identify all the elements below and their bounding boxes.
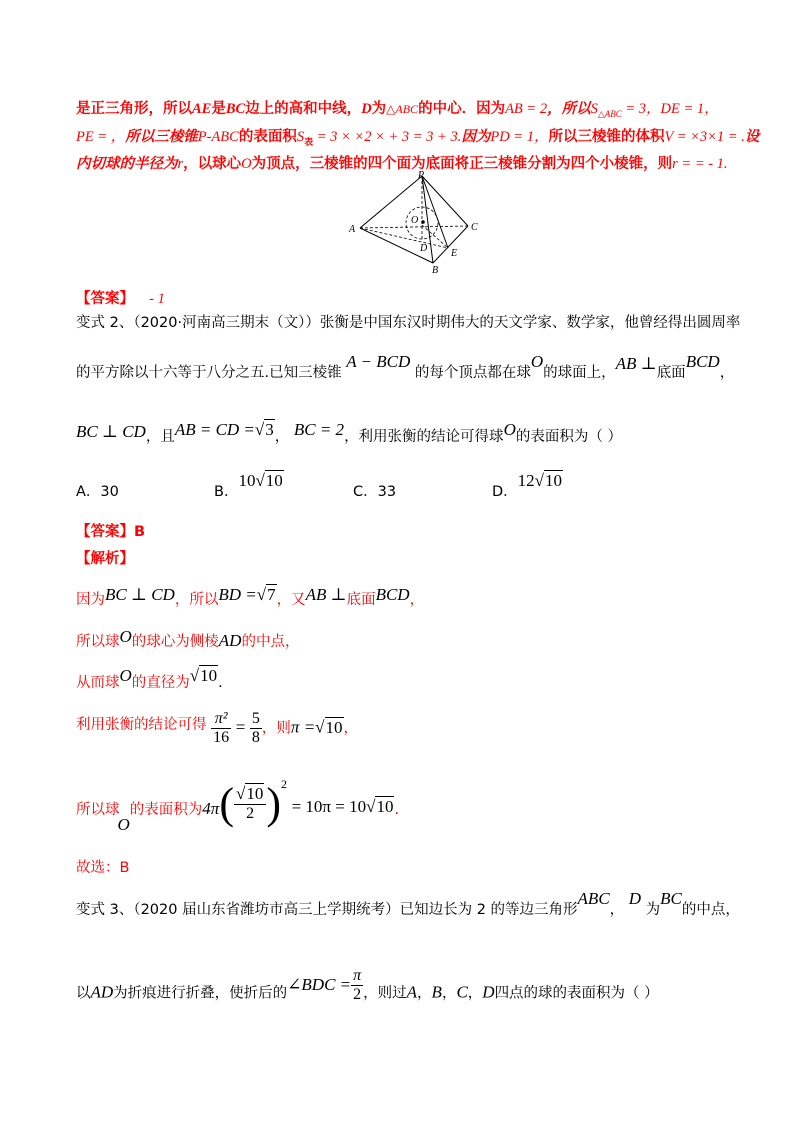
left-paren: ( — [219, 779, 234, 828]
math: O — [241, 156, 252, 172]
option-a[interactable] — [76, 480, 119, 501]
text: 为折痕进行折叠，使折后的 — [113, 985, 288, 1002]
text: 变式 3、（2020 届山东省潍坊市高三上学期统考）已知边长为 2 的等边三角形 — [76, 902, 578, 918]
variant3-line-2 — [76, 967, 659, 1012]
coefficient: 10 — [238, 471, 256, 490]
text: ，以球心 — [183, 156, 242, 172]
math: A − BCD — [346, 352, 411, 371]
text: 的中点， — [681, 902, 740, 918]
radicand: 10 — [246, 784, 264, 803]
math: PE = ， — [76, 129, 126, 145]
text: 底面 — [656, 365, 686, 381]
math: = 10π = 10 — [291, 797, 367, 816]
text: ， — [409, 592, 425, 608]
text: 的表面积为（ ） — [515, 429, 622, 445]
text: 因为 — [461, 129, 491, 145]
math: BCD — [685, 352, 720, 371]
radicand: 10 — [265, 471, 283, 490]
option-b[interactable] — [214, 471, 284, 501]
option-c[interactable] — [353, 480, 396, 501]
math: PD = 1， — [490, 129, 549, 145]
sqrt: √10 — [255, 471, 283, 490]
math: AD — [218, 631, 242, 650]
sqrt: √10 — [235, 784, 264, 803]
math: BD = — [218, 585, 257, 604]
text: 以 — [76, 985, 91, 1002]
solution-line-2 — [76, 125, 759, 148]
answer-1 — [76, 287, 165, 308]
text: ， — [609, 902, 625, 918]
text: ， — [467, 985, 483, 1002]
text: 为 — [371, 101, 387, 117]
math: r = = - 1. — [672, 156, 728, 172]
math: 4π — [202, 799, 220, 818]
option-label: D． — [492, 484, 518, 500]
variant2-line-2 — [76, 352, 735, 382]
text: 所以球 — [76, 634, 120, 650]
subscript: 表 — [304, 137, 314, 148]
label-E: E — [451, 248, 458, 259]
label-C: C — [471, 222, 478, 233]
denominator: 2 — [353, 986, 362, 1003]
math: O — [530, 352, 544, 371]
text: 为顶点，三棱锥的四个面为底面将正三棱锥分割为四个小棱锥，则 — [251, 156, 673, 172]
subscript: △ABC — [597, 108, 622, 119]
sqrt: √7 — [256, 585, 276, 604]
text: 是 — [211, 101, 226, 117]
denominator: 8 — [251, 729, 260, 746]
radicand: 10 — [376, 797, 394, 816]
text: ，所以 — [174, 592, 219, 608]
label-O: O — [411, 215, 419, 226]
text: 的每个顶点都在球 — [414, 365, 531, 381]
math: P-ABC — [197, 129, 239, 145]
math: B — [431, 982, 442, 1002]
math: AD — [90, 982, 114, 1002]
sqrt: √10 — [534, 471, 563, 490]
math: AB ⊥ — [615, 354, 657, 373]
option-label: B． — [214, 484, 239, 500]
option-label: A．30 — [76, 484, 119, 500]
sqrt: √10 — [189, 666, 218, 685]
text: ，则过 — [363, 985, 407, 1002]
math: D — [628, 889, 642, 908]
math: = 3， — [621, 101, 661, 117]
text: ，又 — [276, 592, 306, 608]
math: D — [361, 101, 372, 117]
choose-line: 故选：B — [76, 860, 130, 876]
radicand: 7 — [267, 585, 276, 604]
text: ， — [417, 985, 432, 1002]
math: BC — [225, 101, 246, 117]
text: 所以球 — [76, 802, 120, 818]
text: . — [394, 802, 400, 818]
math: AB = CD = — [174, 420, 255, 439]
text: 的中点， — [241, 634, 300, 650]
math: = 3 × ×2 × + 3 = 3 + 3. — [313, 129, 462, 145]
text: 所以三棱锥 — [125, 129, 198, 145]
math: AB = 2 — [505, 101, 548, 117]
text: . — [218, 675, 223, 691]
math: O — [119, 627, 132, 646]
text: ， — [343, 720, 359, 737]
radicand: 10 — [545, 471, 563, 490]
math: DE = 1， — [660, 101, 719, 117]
text: 内切球的半径为 — [76, 156, 178, 172]
math: AB ⊥ — [305, 585, 347, 604]
text: 是正三角形，所以 — [76, 101, 192, 117]
numerator: 5 — [251, 710, 260, 727]
fraction-sqrt10-2 — [234, 785, 266, 823]
math: A — [406, 982, 418, 1002]
answer-2: 【答案】B — [76, 524, 146, 540]
variant2-line-1: 变式 2、（2020·河南高三期末（文））张衡是中国东汉时期伟大的天文学家、数学家，他曾经得出圆周率 — [76, 315, 741, 331]
sqrt: √10 — [366, 797, 394, 816]
math: O — [503, 420, 516, 439]
math: BCD — [375, 585, 410, 604]
analysis-line-4 — [76, 710, 358, 747]
math: S — [296, 129, 305, 145]
text: 因为 — [76, 592, 105, 608]
fraction-5-8 — [250, 710, 262, 747]
text: 利用张衡的结论可得 — [76, 716, 207, 733]
math: r — [177, 156, 184, 172]
label-B: B — [432, 265, 439, 275]
sqrt: √10 — [315, 717, 343, 737]
denominator: 2 — [246, 805, 255, 822]
text: ， — [274, 429, 290, 445]
fraction-pi-sq-16 — [211, 710, 231, 747]
label-A: A — [349, 224, 356, 235]
text: 的球面上， — [543, 365, 616, 381]
text: 的直径为 — [131, 675, 190, 691]
analysis-line-1 — [76, 585, 425, 609]
text: 设 — [744, 129, 760, 145]
label-P: P — [418, 170, 425, 181]
answer-label: 【答案】 — [76, 291, 134, 307]
radicand: 10 — [325, 717, 343, 737]
right-paren: ) — [266, 779, 281, 828]
math: C — [456, 982, 468, 1002]
text: 的球心为侧棱 — [131, 634, 219, 650]
math: D — [482, 982, 495, 1002]
radicand: 3 — [265, 420, 274, 439]
radicand: 10 — [200, 666, 218, 685]
option-d[interactable] — [492, 471, 563, 501]
math: AE — [192, 101, 212, 117]
analysis-label: 【解析】 — [76, 551, 134, 567]
math: ∠BDC = — [287, 974, 352, 994]
text: 的表面积为 — [129, 802, 203, 818]
math: BC ⊥ CD — [105, 585, 175, 604]
sqrt: √3 — [254, 420, 274, 439]
coefficient: 12 — [517, 471, 535, 490]
answer-value: - 1 — [149, 291, 165, 307]
variant3-line-1 — [76, 889, 740, 919]
label-D: D — [420, 243, 428, 254]
numerator: π — [353, 967, 362, 984]
text: 为 — [645, 902, 661, 918]
variant2-line-3 — [76, 420, 622, 446]
exponent: 2 — [280, 777, 287, 792]
math: BC ⊥ CD — [76, 422, 146, 441]
text: 从而球 — [76, 675, 120, 691]
math: S — [590, 101, 598, 117]
text: 四点的球的表面积为（ ） — [494, 985, 659, 1002]
text: ，利用张衡的结论可得球 — [344, 429, 504, 445]
math: V = ×3×1 = . — [664, 129, 745, 145]
equals: = — [235, 717, 246, 737]
text: 边上的高和中线， — [245, 101, 362, 117]
text: ，所以 — [547, 101, 591, 117]
math: ABC — [577, 889, 610, 908]
denominator: 16 — [213, 729, 230, 746]
pyramid-figure — [340, 170, 490, 275]
solution-line-1 — [76, 97, 719, 120]
text: 的表面积 — [238, 129, 297, 145]
text: 底面 — [346, 592, 376, 608]
text: ， — [719, 365, 735, 381]
text: 所以三棱锥的体积 — [548, 129, 665, 145]
analysis-line-2 — [76, 627, 300, 651]
math: BC = 2 — [293, 420, 345, 439]
analysis-line-3 — [76, 666, 223, 692]
math: BC — [660, 889, 682, 908]
math: O — [119, 666, 132, 685]
text: ，则 — [261, 720, 291, 737]
text: ， — [441, 985, 457, 1002]
text: 的中心．因为 — [418, 101, 506, 117]
text: 的平方除以十六等于八分之五.已知三棱锥 — [76, 365, 342, 381]
numerator: π² — [211, 710, 231, 729]
option-label: C．33 — [353, 484, 397, 500]
math: O — [117, 815, 130, 834]
math: π = — [290, 717, 316, 737]
analysis-line-5 — [76, 777, 400, 834]
fraction-pi-2 — [351, 967, 363, 1004]
math: △ABC — [386, 102, 419, 116]
text: ，且 — [145, 429, 175, 445]
